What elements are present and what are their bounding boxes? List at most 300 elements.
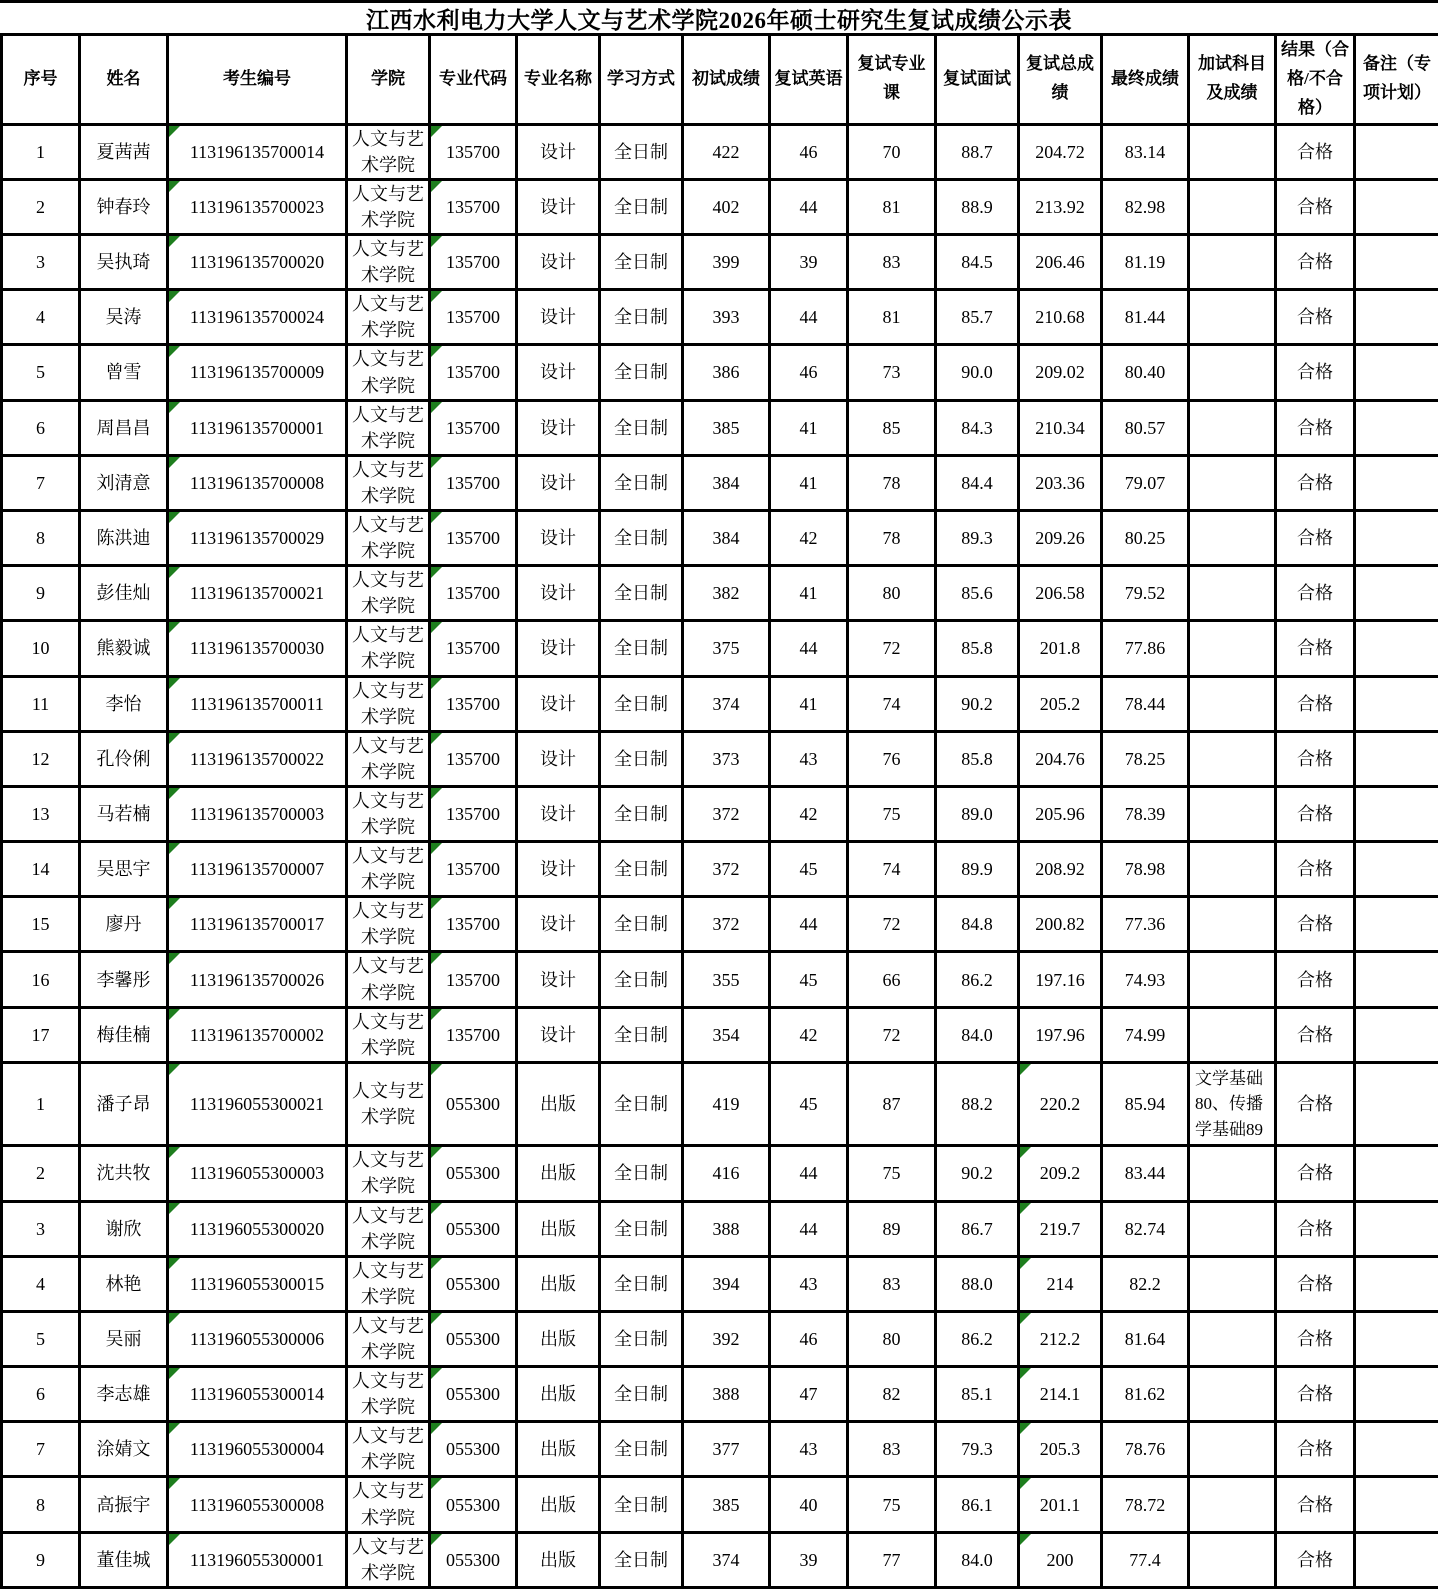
cell-retest_professional — [848, 1367, 936, 1422]
cell-no — [2, 1311, 80, 1366]
cell-text: 402 — [713, 197, 740, 217]
cell-remark — [1355, 1201, 1438, 1256]
cell-study_mode — [600, 1256, 683, 1311]
cell-retest_english — [770, 731, 848, 786]
cell-text: 4 — [36, 1274, 45, 1294]
cell-initial_score — [683, 1422, 770, 1477]
cell-major_name — [517, 952, 600, 1007]
cell-text: 354 — [713, 1025, 740, 1045]
cell-additional_tests — [1189, 400, 1276, 455]
cell-remark — [1355, 786, 1438, 841]
table-row — [2, 124, 1438, 179]
cell-result — [1276, 566, 1355, 621]
cell-study_mode — [600, 124, 683, 179]
table-row — [2, 731, 1438, 786]
cell-text: 78 — [883, 473, 901, 493]
cell-major_code — [430, 179, 517, 234]
cell-no — [2, 1062, 80, 1146]
cell-flag-triangle-icon — [431, 236, 442, 247]
cell-text: 11 — [32, 694, 49, 714]
cell-text: 43 — [800, 1439, 818, 1459]
cell-text: 81 — [883, 307, 901, 327]
cell-initial_score — [683, 1532, 770, 1587]
cell-major_code — [430, 1367, 517, 1422]
cell-text: 合格 — [1297, 1274, 1333, 1294]
cell-remark — [1355, 400, 1438, 455]
cell-text: 201.1 — [1040, 1495, 1081, 1515]
cell-flag-triangle-icon — [431, 843, 442, 854]
cell-retest_english — [770, 1477, 848, 1532]
column-header-additional_tests: 加试科目及成绩 — [1189, 35, 1276, 125]
cell-major_name — [517, 621, 600, 676]
cell-text: 合格 — [1297, 307, 1333, 327]
cell-remark — [1355, 621, 1438, 676]
cell-text: 合格 — [1297, 252, 1333, 272]
cell-text: 205.96 — [1035, 804, 1085, 824]
cell-study_mode — [600, 1532, 683, 1587]
cell-remark — [1355, 1256, 1438, 1311]
cell-initial_score — [683, 676, 770, 731]
cell-text: 78.98 — [1125, 859, 1166, 879]
cell-candidate_id — [168, 1146, 347, 1201]
cell-text: 89.3 — [961, 528, 993, 548]
cell-no — [2, 1146, 80, 1201]
cell-name — [80, 510, 168, 565]
cell-no — [2, 1007, 80, 1062]
cell-text: 355 — [713, 970, 740, 990]
cell-final_score — [1102, 179, 1189, 234]
cell-text: 77.4 — [1129, 1550, 1161, 1570]
cell-no — [2, 952, 80, 1007]
cell-text: 46 — [800, 1329, 818, 1349]
cell-text: 135700 — [446, 749, 500, 769]
cell-text: 84.3 — [961, 418, 993, 438]
cell-text: 出版 — [540, 1439, 576, 1459]
cell-text: 设计 — [540, 1025, 576, 1045]
cell-text: 197.16 — [1035, 970, 1085, 990]
cell-candidate_id — [168, 1007, 347, 1062]
cell-retest_professional — [848, 510, 936, 565]
cell-retest_total — [1019, 290, 1102, 345]
cell-candidate_id — [168, 124, 347, 179]
cell-text: 135700 — [446, 914, 500, 934]
cell-retest_interview — [936, 455, 1019, 510]
cell-text: 设计 — [540, 418, 576, 438]
cell-major_name — [517, 676, 600, 731]
cell-text: 113196135700021 — [190, 583, 324, 603]
cell-result — [1276, 290, 1355, 345]
cell-text: 135700 — [446, 252, 500, 272]
cell-initial_score — [683, 400, 770, 455]
cell-study_mode — [600, 952, 683, 1007]
cell-flag-triangle-icon — [431, 1534, 442, 1545]
cell-text: 人文与艺术学院 — [352, 1206, 424, 1252]
cell-flag-triangle-icon — [431, 1313, 442, 1324]
cell-retest_english — [770, 676, 848, 731]
cell-initial_score — [683, 731, 770, 786]
cell-result — [1276, 786, 1355, 841]
cell-text: 廖丹 — [106, 914, 142, 934]
cell-name — [80, 179, 168, 234]
cell-flag-triangle-icon — [169, 1258, 180, 1269]
cell-final_score — [1102, 786, 1189, 841]
cell-retest_interview — [936, 952, 1019, 1007]
cell-text: 全日制 — [614, 638, 668, 658]
cell-retest_english — [770, 124, 848, 179]
cell-text: 人文与艺术学院 — [352, 625, 424, 671]
cell-text: 彭佳灿 — [97, 583, 151, 603]
cell-text: 197.96 — [1035, 1025, 1085, 1045]
cell-text: 人文与艺术学院 — [352, 791, 424, 837]
cell-text: 113196055300014 — [190, 1384, 324, 1404]
cell-text: 人文与艺术学院 — [352, 1481, 424, 1527]
table-row — [2, 179, 1438, 234]
cell-initial_score — [683, 1201, 770, 1256]
cell-name — [80, 1062, 168, 1146]
cell-initial_score — [683, 1146, 770, 1201]
cell-major_code — [430, 400, 517, 455]
cell-study_mode — [600, 897, 683, 952]
cell-major_name — [517, 235, 600, 290]
cell-candidate_id — [168, 1311, 347, 1366]
cell-text: 384 — [713, 528, 740, 548]
cell-text: 204.72 — [1035, 142, 1085, 162]
cell-name — [80, 124, 168, 179]
cell-major_name — [517, 510, 600, 565]
cell-text: 董佳城 — [97, 1550, 151, 1570]
cell-initial_score — [683, 345, 770, 400]
cell-text: 78.39 — [1125, 804, 1166, 824]
cell-additional_tests — [1189, 1201, 1276, 1256]
cell-retest_english — [770, 897, 848, 952]
cell-text: 212.2 — [1040, 1329, 1081, 1349]
cell-text: 45 — [800, 970, 818, 990]
table-row — [2, 566, 1438, 621]
cell-remark — [1355, 455, 1438, 510]
cell-text: 全日制 — [614, 804, 668, 824]
cell-college — [347, 1007, 430, 1062]
cell-text: 374 — [713, 1550, 740, 1570]
cell-initial_score — [683, 235, 770, 290]
cell-final_score — [1102, 1532, 1189, 1587]
cell-major_code — [430, 1062, 517, 1146]
cell-flag-triangle-icon — [169, 512, 180, 523]
cell-additional_tests — [1189, 455, 1276, 510]
cell-text: 72 — [883, 1025, 901, 1045]
cell-text: 386 — [713, 362, 740, 382]
cell-text: 79.52 — [1125, 583, 1166, 603]
cell-text: 合格 — [1297, 1163, 1333, 1183]
cell-name — [80, 290, 168, 345]
cell-flag-triangle-icon — [1020, 1478, 1031, 1489]
cell-flag-triangle-icon — [431, 1368, 442, 1379]
table-row — [2, 676, 1438, 731]
cell-result — [1276, 455, 1355, 510]
cell-text: 70 — [883, 142, 901, 162]
cell-remark — [1355, 1311, 1438, 1366]
cell-text: 潘子昂 — [97, 1094, 151, 1114]
cell-text: 382 — [713, 583, 740, 603]
cell-text: 77.86 — [1125, 638, 1166, 658]
cell-text: 113196135700001 — [190, 418, 324, 438]
cell-text: 全日制 — [614, 694, 668, 714]
cell-retest_english — [770, 1311, 848, 1366]
cell-text: 135700 — [446, 418, 500, 438]
cell-candidate_id — [168, 731, 347, 786]
cell-text: 135700 — [446, 859, 500, 879]
cell-retest_interview — [936, 124, 1019, 179]
cell-text: 85.94 — [1125, 1094, 1166, 1114]
cell-college — [347, 400, 430, 455]
cell-text: 3 — [36, 252, 45, 272]
cell-flag-triangle-icon — [431, 1064, 442, 1075]
column-header-name: 姓名 — [80, 35, 168, 125]
cell-text: 全日制 — [614, 362, 668, 382]
cell-retest_english — [770, 345, 848, 400]
cell-major_name — [517, 345, 600, 400]
column-header-candidate_id: 考生编号 — [168, 35, 347, 125]
cell-text: 文学基础80、传播学基础89 — [1195, 1069, 1263, 1139]
cell-major_code — [430, 1422, 517, 1477]
cell-college — [347, 786, 430, 841]
cell-retest_english — [770, 455, 848, 510]
table-row — [2, 621, 1438, 676]
cell-result — [1276, 676, 1355, 731]
column-header-remark: 备注（专项计划） — [1355, 35, 1438, 125]
cell-no — [2, 345, 80, 400]
column-header-initial_score: 初试成绩 — [683, 35, 770, 125]
cell-text: 全日制 — [614, 914, 668, 934]
cell-candidate_id — [168, 621, 347, 676]
cell-text: 372 — [713, 804, 740, 824]
cell-text: 45 — [800, 1094, 818, 1114]
cell-retest_english — [770, 1062, 848, 1146]
cell-additional_tests — [1189, 842, 1276, 897]
cell-text: 79.07 — [1125, 473, 1166, 493]
cell-major_code — [430, 1477, 517, 1532]
cell-flag-triangle-icon — [431, 1423, 442, 1434]
cell-text: 周昌昌 — [97, 418, 151, 438]
cell-text: 135700 — [446, 694, 500, 714]
cell-no — [2, 676, 80, 731]
cell-flag-triangle-icon — [1020, 1534, 1031, 1545]
cell-college — [347, 1367, 430, 1422]
cell-name — [80, 400, 168, 455]
cell-major_name — [517, 842, 600, 897]
cell-text: 135700 — [446, 970, 500, 990]
cell-text: 43 — [800, 749, 818, 769]
cell-text: 合格 — [1297, 970, 1333, 990]
cell-candidate_id — [168, 952, 347, 1007]
cell-candidate_id — [168, 400, 347, 455]
cell-flag-triangle-icon — [169, 733, 180, 744]
cell-text: 全日制 — [614, 1329, 668, 1349]
cell-retest_english — [770, 786, 848, 841]
cell-text: 合格 — [1297, 1439, 1333, 1459]
cell-text: 83.14 — [1125, 142, 1166, 162]
cell-text: 113196135700011 — [190, 694, 324, 714]
cell-flag-triangle-icon — [431, 1203, 442, 1214]
cell-result — [1276, 1311, 1355, 1366]
table-row — [2, 1367, 1438, 1422]
cell-result — [1276, 1256, 1355, 1311]
cell-college — [347, 676, 430, 731]
cell-text: 135700 — [446, 804, 500, 824]
cell-retest_interview — [936, 290, 1019, 345]
cell-text: 201.8 — [1040, 638, 1081, 658]
cell-text: 44 — [800, 1163, 818, 1183]
cell-final_score — [1102, 897, 1189, 952]
table-row — [2, 235, 1438, 290]
cell-retest_total — [1019, 1532, 1102, 1587]
cell-candidate_id — [168, 897, 347, 952]
cell-additional_tests — [1189, 1062, 1276, 1146]
cell-retest_interview — [936, 1007, 1019, 1062]
cell-name — [80, 731, 168, 786]
cell-text: 李志雄 — [97, 1384, 151, 1404]
cell-flag-triangle-icon — [169, 402, 180, 413]
cell-text: 113196135700007 — [190, 859, 324, 879]
cell-text: 吴丽 — [106, 1329, 142, 1349]
cell-result — [1276, 1201, 1355, 1256]
cell-text: 89 — [883, 1219, 901, 1239]
cell-text: 41 — [800, 694, 818, 714]
cell-text: 88.9 — [961, 197, 993, 217]
cell-no — [2, 842, 80, 897]
cell-result — [1276, 952, 1355, 1007]
cell-text: 合格 — [1297, 362, 1333, 382]
cell-additional_tests — [1189, 1367, 1276, 1422]
cell-text: 399 — [713, 252, 740, 272]
column-header-retest_total: 复试总成绩 — [1019, 35, 1102, 125]
cell-major_name — [517, 1256, 600, 1311]
cell-retest_interview — [936, 1256, 1019, 1311]
cell-text: 46 — [800, 362, 818, 382]
cell-text: 384 — [713, 473, 740, 493]
cell-text: 135700 — [446, 142, 500, 162]
cell-text: 7 — [36, 1439, 45, 1459]
cell-text: 77.36 — [1125, 914, 1166, 934]
cell-text: 81.19 — [1125, 252, 1166, 272]
cell-text: 78.44 — [1125, 694, 1166, 714]
cell-study_mode — [600, 1477, 683, 1532]
cell-candidate_id — [168, 1532, 347, 1587]
cell-text: 055300 — [446, 1163, 500, 1183]
cell-remark — [1355, 1477, 1438, 1532]
cell-text: 全日制 — [614, 1495, 668, 1515]
cell-text: 81.44 — [1125, 307, 1166, 327]
cell-result — [1276, 842, 1355, 897]
cell-text: 合格 — [1297, 418, 1333, 438]
cell-final_score — [1102, 676, 1189, 731]
table-row — [2, 1477, 1438, 1532]
cell-text: 人文与艺术学院 — [352, 129, 424, 175]
cell-text: 设计 — [540, 638, 576, 658]
cell-retest_interview — [936, 1146, 1019, 1201]
cell-result — [1276, 1532, 1355, 1587]
cell-retest_interview — [936, 1201, 1019, 1256]
cell-text: 75 — [883, 1495, 901, 1515]
cell-additional_tests — [1189, 676, 1276, 731]
cell-flag-triangle-icon — [431, 788, 442, 799]
cell-text: 385 — [713, 1495, 740, 1515]
cell-retest_professional — [848, 676, 936, 731]
cell-text: 75 — [883, 804, 901, 824]
cell-final_score — [1102, 842, 1189, 897]
cell-text: 78 — [883, 528, 901, 548]
cell-final_score — [1102, 1007, 1189, 1062]
cell-text: 113196055300004 — [190, 1439, 324, 1459]
cell-text: 78.25 — [1125, 749, 1166, 769]
cell-text: 人文与艺术学院 — [352, 1150, 424, 1196]
cell-remark — [1355, 179, 1438, 234]
cell-text: 209.2 — [1040, 1163, 1081, 1183]
cell-name — [80, 235, 168, 290]
cell-major_code — [430, 786, 517, 841]
cell-flag-triangle-icon — [169, 1478, 180, 1489]
cell-text: 全日制 — [614, 528, 668, 548]
cell-text: 曾雪 — [106, 362, 142, 382]
cell-text: 40 — [800, 1495, 818, 1515]
cell-retest_professional — [848, 731, 936, 786]
cell-retest_total — [1019, 731, 1102, 786]
column-header-major_name: 专业名称 — [517, 35, 600, 125]
table-row — [2, 1062, 1438, 1146]
cell-remark — [1355, 676, 1438, 731]
table-row — [2, 345, 1438, 400]
cell-text: 135700 — [446, 362, 500, 382]
cell-text: 14 — [32, 859, 50, 879]
cell-text: 66 — [883, 970, 901, 990]
cell-major_name — [517, 1532, 600, 1587]
cell-name — [80, 952, 168, 1007]
cell-result — [1276, 1146, 1355, 1201]
cell-text: 113196055300021 — [190, 1094, 324, 1114]
cell-text: 人文与艺术学院 — [352, 736, 424, 782]
cell-flag-triangle-icon — [169, 236, 180, 247]
cell-initial_score — [683, 1311, 770, 1366]
cell-text: 全日制 — [614, 473, 668, 493]
cell-result — [1276, 1477, 1355, 1532]
cell-final_score — [1102, 1201, 1189, 1256]
cell-flag-triangle-icon — [169, 1368, 180, 1379]
cell-text: 113196135700022 — [190, 749, 324, 769]
cell-no — [2, 566, 80, 621]
table-row — [2, 455, 1438, 510]
cell-major_name — [517, 1422, 600, 1477]
cell-text: 人文与艺术学院 — [352, 405, 424, 451]
cell-text: 113196135700020 — [190, 252, 324, 272]
cell-text: 78.76 — [1125, 1439, 1166, 1459]
cell-initial_score — [683, 786, 770, 841]
cell-major_code — [430, 1256, 517, 1311]
cell-text: 135700 — [446, 638, 500, 658]
cell-text: 75 — [883, 1163, 901, 1183]
cell-text: 全日制 — [614, 1550, 668, 1570]
cell-retest_english — [770, 400, 848, 455]
cell-text: 86.2 — [961, 970, 993, 990]
cell-retest_english — [770, 1367, 848, 1422]
cell-major_name — [517, 1367, 600, 1422]
cell-text: 84.8 — [961, 914, 993, 934]
cell-text: 刘清意 — [97, 473, 151, 493]
table-row — [2, 1311, 1438, 1366]
cell-major_name — [517, 290, 600, 345]
cell-retest_total — [1019, 1146, 1102, 1201]
cell-flag-triangle-icon — [431, 898, 442, 909]
cell-study_mode — [600, 1007, 683, 1062]
cell-name — [80, 842, 168, 897]
